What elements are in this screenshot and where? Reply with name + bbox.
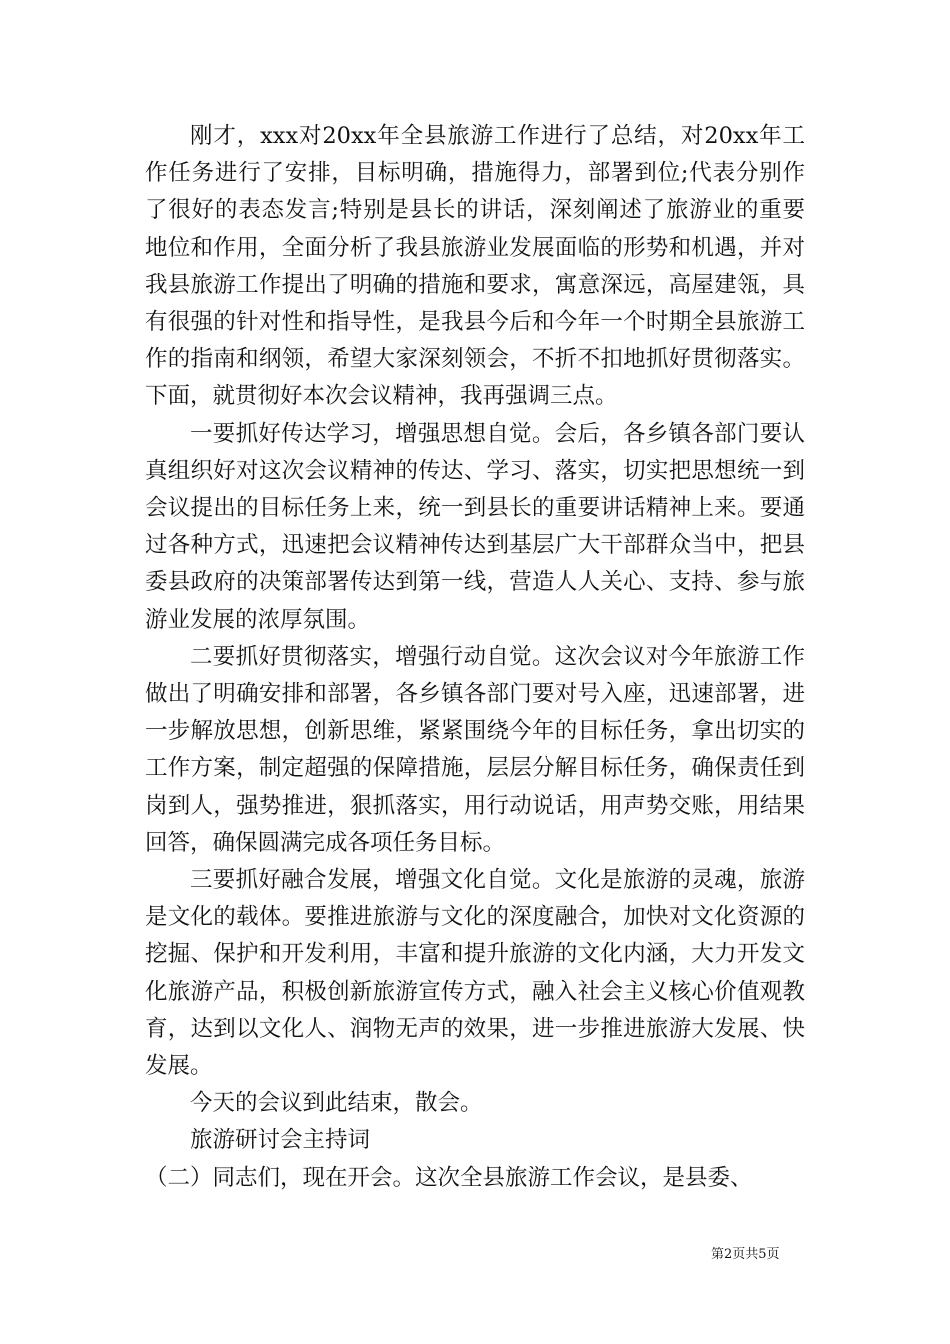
- document-body: [145, 118, 805, 1197]
- paragraph-point-one: 一要抓好传达学习，增强思想自觉。会后，各乡镇各部门要认真组织好对这次会议精神的传达、学习、落实，切实把思想统一到会议提出的目标任务上来，统一到县长的重要讲话精神上来。要通过各种方式，迅速把会议精神传达到基层广大干部群众当中，把县委县政府的决策部署传达到第一线，营造人人关心、支持、参与旅游业发展的浓厚氛围。: [145, 420, 805, 633]
- paragraph-summary: 刚才，xxx对20xx年全县旅游工作进行了总结，对20xx年工作任务进行了安排，目标明确，措施得力，部署到位;代表分别作了很好的表态发言;特别是县长的讲话，深刻阐述了旅游业的重要地位和作用，全面分析了我县旅游业发展面临的形势和机遇，并对我县旅游工作提出了明确的措施和要求，寓意深远，高屋建瓴，具有很强的针对性和指导性，是我县今后和今年一个时期全县旅游工作的指南和纲领，希望大家深刻领会，不折不扣地抓好贯彻落实。下面，就贯彻好本次会议精神，我再强调三点。: [145, 123, 805, 410]
- paragraph-closing: 今天的会议到此结束，散会。: [190, 1090, 483, 1117]
- paragraph-point-two: 二要抓好贯彻落实，增强行动自觉。这次会议对今年旅游工作做出了明确安排和部署，各乡镇各部门要对号入座，迅速部署，进一步解放思想，创新思维，紧紧围绕今年的目标任务，拿出切实的工作方案，制定超强的保障措施，层层分解目标任务，确保责任到岗到人，强势推进，狠抓落实，用行动说话，用声势交账，用结果回答，确保圆满完成各项任务目标。: [145, 643, 805, 856]
- paragraph-point-three: 三要抓好融合发展，增强文化自觉。文化是旅游的灵魂，旅游是文化的载体。要推进旅游与文化的深度融合，加快对文化资源的挖掘、保护和开发利用，丰富和提升旅游的文化内涵，大力开发文化旅游产品，积极创新旅游宣传方式，融入社会主义核心价值观教育，达到以文化人、润物无声的效果，进一步推进旅游大发展、快发展。: [145, 867, 805, 1080]
- paragraph-next-section: （二）同志们，现在开会。这次全县旅游工作会议，是县委、: [145, 1164, 753, 1191]
- page-number-label: 第2页共5页: [711, 1247, 780, 1262]
- page-number: [711, 1247, 780, 1263]
- section-heading: 旅游研讨会主持词: [190, 1127, 371, 1154]
